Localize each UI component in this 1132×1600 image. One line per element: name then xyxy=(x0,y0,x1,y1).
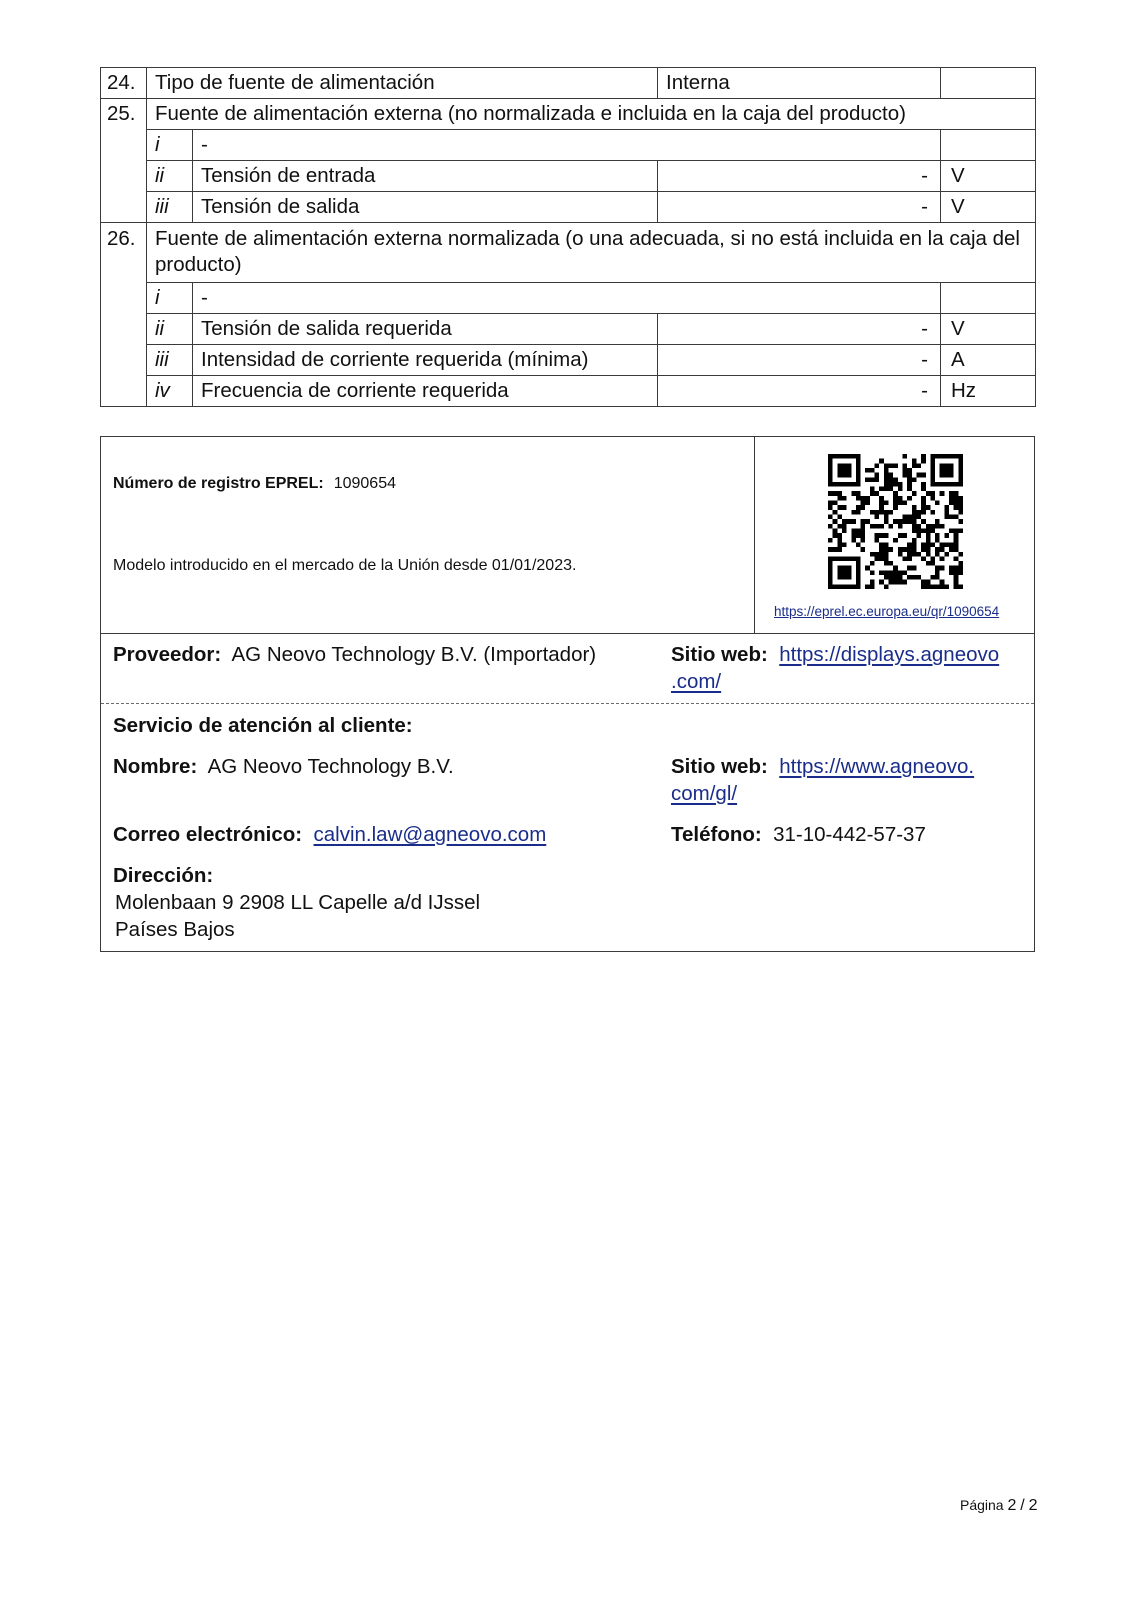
row-number: 25. xyxy=(101,99,147,130)
sub-unit: Hz xyxy=(941,376,1036,407)
address-line-1: Molenbaan 9 2908 LL Capelle a/d IJssel xyxy=(115,891,481,914)
sub-unit: V xyxy=(941,314,1036,345)
spec-row-25-ii xyxy=(101,161,1036,192)
sub-label: Frecuencia de corriente requerida xyxy=(193,376,658,407)
spec-row-25 xyxy=(101,99,1036,130)
customer-web-field xyxy=(671,753,974,807)
email-field xyxy=(113,821,546,848)
phone-field xyxy=(671,821,926,848)
sub-index: i xyxy=(147,130,193,161)
sub-unit: A xyxy=(941,345,1036,376)
email-link[interactable]: calvin.law@agneovo.com xyxy=(313,823,547,846)
address-field xyxy=(113,862,480,943)
spec-row-24 xyxy=(101,68,1036,99)
eprel-reg-label: Número de registro EPREL: xyxy=(113,475,324,492)
spec-row-26-i xyxy=(101,283,1036,314)
eprel-reg-value: 1090654 xyxy=(333,475,396,492)
sub-label: Tensión de entrada xyxy=(193,161,658,192)
spec-row-26-iv xyxy=(101,376,1036,407)
row-unit xyxy=(941,68,1036,99)
sub-index: ii xyxy=(147,161,193,192)
sub-index: iii xyxy=(147,192,193,223)
email-label: Correo electrónico: xyxy=(113,823,303,846)
provider-field xyxy=(113,641,596,668)
provider-label: Proveedor: xyxy=(113,643,222,666)
web-label: Sitio web: xyxy=(671,755,768,778)
divider xyxy=(754,437,755,633)
provider-value: AG Neovo Technology B.V. (Importador) xyxy=(231,643,597,666)
sub-index: iv xyxy=(147,376,193,407)
name-value: AG Neovo Technology B.V. xyxy=(207,755,454,778)
spec-row-26 xyxy=(101,223,1036,283)
page-current: 2 xyxy=(1007,1497,1017,1514)
sub-index: i xyxy=(147,283,193,314)
sub-index: ii xyxy=(147,314,193,345)
row-label: Fuente de alimentación externa (no normalizada e incluida en la caja del producto) xyxy=(147,99,1036,130)
web-label: Sitio web: xyxy=(671,643,768,666)
customer-name-field xyxy=(113,753,454,780)
sub-label: Tensión de salida xyxy=(193,192,658,223)
sub-value: - xyxy=(658,314,941,345)
provider-web-link[interactable]: https://displays.agneovo xyxy=(779,643,1000,666)
qr-code-icon[interactable] xyxy=(828,454,963,589)
page-separator: / xyxy=(1020,1497,1025,1514)
sub-label: Tensión de salida requerida xyxy=(193,314,658,345)
model-market-date: Modelo introducido en el mercado de la Unión desde 01/01/2023. xyxy=(113,557,577,574)
spec-row-26-ii xyxy=(101,314,1036,345)
phone-label: Teléfono: xyxy=(671,823,762,846)
row-value: Interna xyxy=(658,68,941,99)
power-supply-spec-table xyxy=(100,67,1036,407)
provider-section xyxy=(101,633,1034,704)
address-label: Dirección: xyxy=(113,864,214,887)
sub-label: - xyxy=(193,130,941,161)
spec-row-25-i xyxy=(101,130,1036,161)
page-number xyxy=(960,1497,1038,1515)
sub-label: - xyxy=(193,283,941,314)
address-line-2: Países Bajos xyxy=(115,918,235,941)
eprel-section xyxy=(101,437,1034,634)
customer-web-link[interactable]: https://www.agneovo. xyxy=(779,755,975,778)
sub-unit: V xyxy=(941,192,1036,223)
sub-index: iii xyxy=(147,345,193,376)
spec-row-26-iii xyxy=(101,345,1036,376)
provider-web-field xyxy=(671,641,999,695)
customer-service-title: Servicio de atención al cliente: xyxy=(113,714,413,737)
supplier-info-card xyxy=(100,436,1035,952)
sub-value: - xyxy=(658,192,941,223)
sub-value: - xyxy=(658,161,941,192)
sub-label: Intensidad de corriente requerida (mínima) xyxy=(193,345,658,376)
customer-web-link-cont[interactable]: com/gl/ xyxy=(671,782,738,805)
provider-web-link-cont[interactable]: .com/ xyxy=(671,670,722,693)
page-total: 2 xyxy=(1028,1497,1038,1514)
row-number: 24. xyxy=(101,68,147,99)
spec-row-25-iii xyxy=(101,192,1036,223)
row-label: Fuente de alimentación externa normalizada (o una adecuada, si no está incluida en la caja del producto) xyxy=(147,223,1036,283)
sub-unit: V xyxy=(941,161,1036,192)
page-label: Página xyxy=(960,1497,1004,1513)
row-number: 26. xyxy=(101,223,147,283)
sub-value: - xyxy=(658,345,941,376)
phone-value: 31-10-442-57-37 xyxy=(773,823,926,846)
eprel-registration xyxy=(113,475,396,493)
sub-value: - xyxy=(658,376,941,407)
row-label: Tipo de fuente de alimentación xyxy=(147,68,658,99)
qr-url-link[interactable]: https://eprel.ec.europa.eu/qr/1090654 xyxy=(774,604,1000,619)
name-label: Nombre: xyxy=(113,755,198,778)
